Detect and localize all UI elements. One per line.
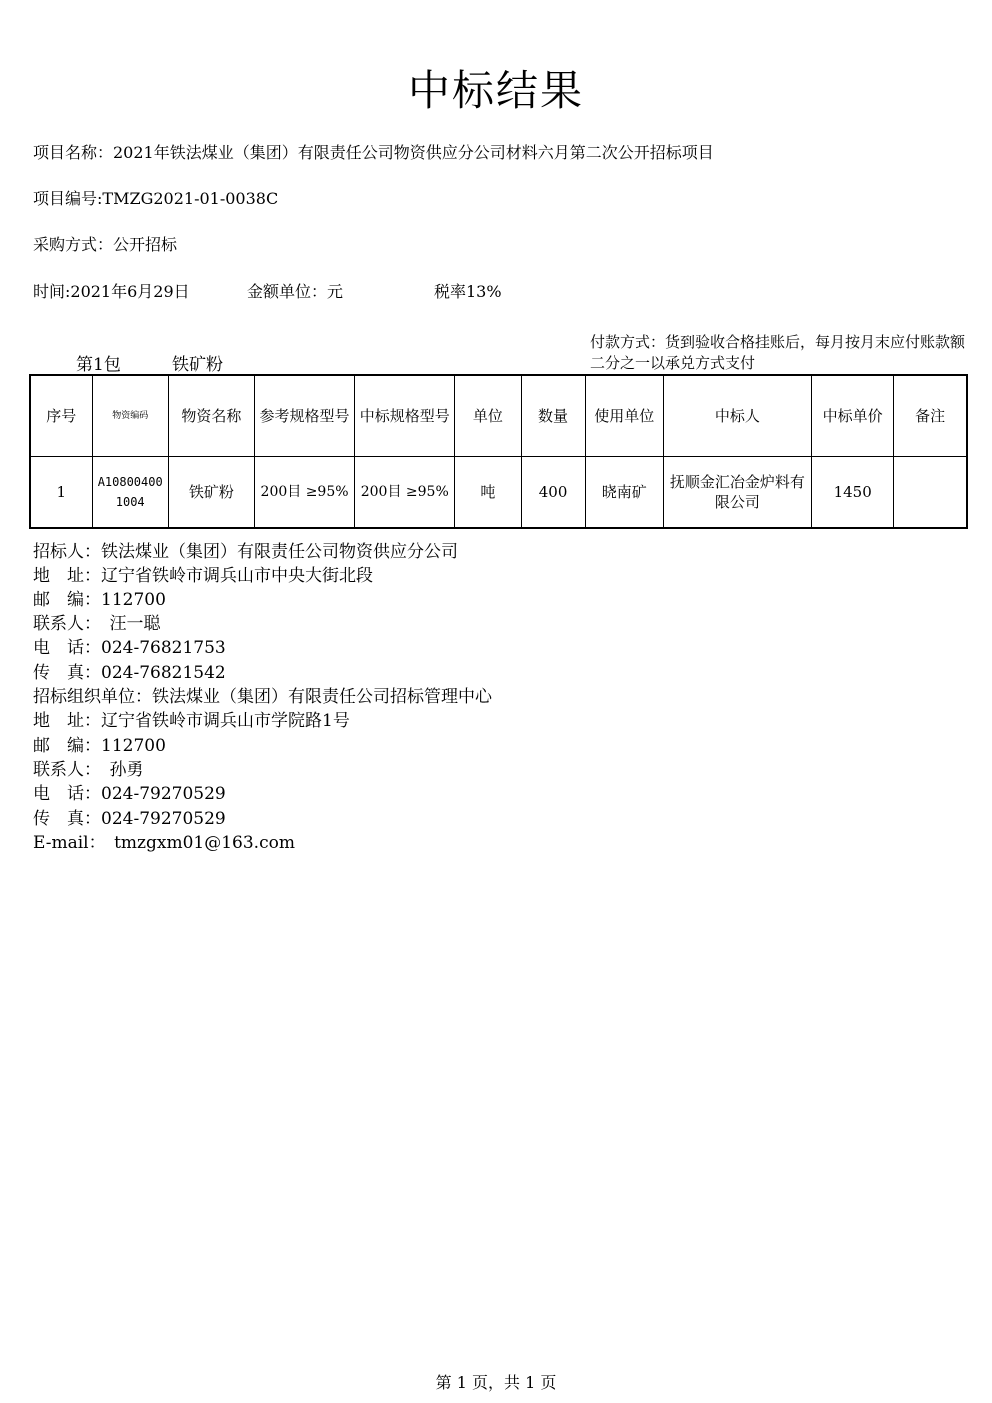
payment-terms: 付款方式：货到验收合格挂账后，每月按月末应付账款额二分之一以承兑方式支付 <box>590 333 966 372</box>
table-row <box>30 457 967 529</box>
package-label: 第1包 <box>76 355 121 375</box>
header-cell: 使用单位 <box>585 375 663 457</box>
table-cell: 1 <box>30 457 92 529</box>
header-cell: 序号 <box>30 375 92 457</box>
table-cell: 晓南矿 <box>585 457 663 529</box>
contact-line: 传 真：024-79270529 <box>33 809 226 829</box>
contact-email: E-mail： tmzgxm01@163.com <box>33 833 295 853</box>
project-number: 项目编号:TMZG2021-01-0038C <box>33 189 279 208</box>
contact-line: 地 址：辽宁省铁岭市调兵山市学院路1号 <box>33 711 350 731</box>
table-cell: 抚顺金汇冶金炉料有限公司 <box>663 457 811 529</box>
table-cell: 1450 <box>812 457 894 529</box>
table-header-row <box>30 375 967 457</box>
date: 时间:2021年6月29日 <box>33 282 190 301</box>
contact-line: 邮 编：112700 <box>33 736 166 756</box>
award-table <box>29 374 968 529</box>
header-cell: 中标单价 <box>812 375 894 457</box>
contact-line: 联系人： 孙勇 <box>33 760 144 780</box>
header-cell: 参考规格型号 <box>254 375 354 457</box>
contact-line: 招标组织单位：铁法煤业（集团）有限责任公司招标管理中心 <box>33 687 492 707</box>
project-name: 项目名称：2021年铁法煤业（集团）有限责任公司物资供应分公司材料六月第二次公开招标项目 <box>33 143 714 162</box>
header-cell: 物资名称 <box>168 375 254 457</box>
header-cell: 单位 <box>455 375 521 457</box>
header-cell: 中标人 <box>663 375 811 457</box>
table-cell: 吨 <box>455 457 521 529</box>
contact-line: 邮 编：112700 <box>33 590 166 610</box>
contact-line: 电 话：024-79270529 <box>33 784 226 804</box>
table-cell: A108004001004 <box>92 457 168 529</box>
tax-rate: 税率13% <box>434 282 502 301</box>
table-cell: 200目 ≥95% <box>355 457 455 529</box>
contact-line: 电 话：024-76821753 <box>33 638 226 658</box>
contact-line: 招标人：铁法煤业（集团）有限责任公司物资供应分公司 <box>33 542 458 562</box>
header-cell: 备注 <box>894 375 967 457</box>
header-cell: 中标规格型号 <box>355 375 455 457</box>
page-footer: 第 1 页，共 1 页 <box>435 1373 557 1392</box>
contact-line: 地 址：辽宁省铁岭市调兵山市中央大街北段 <box>33 566 373 586</box>
table-cell: 400 <box>521 457 585 529</box>
purchase-method: 采购方式：公开招标 <box>33 235 178 254</box>
header-cell: 物资编码 <box>92 375 168 457</box>
table-cell <box>894 457 967 529</box>
header-cell: 数量 <box>521 375 585 457</box>
package-name: 铁矿粉 <box>172 355 223 375</box>
table-cell: 200目 ≥95% <box>254 457 354 529</box>
table-cell: 铁矿粉 <box>168 457 254 529</box>
amount-unit: 金额单位：元 <box>247 282 344 301</box>
page-title: 中标结果 <box>407 66 584 115</box>
contact-line: 传 真：024-76821542 <box>33 663 226 683</box>
contact-line: 联系人： 汪一聪 <box>33 614 161 634</box>
